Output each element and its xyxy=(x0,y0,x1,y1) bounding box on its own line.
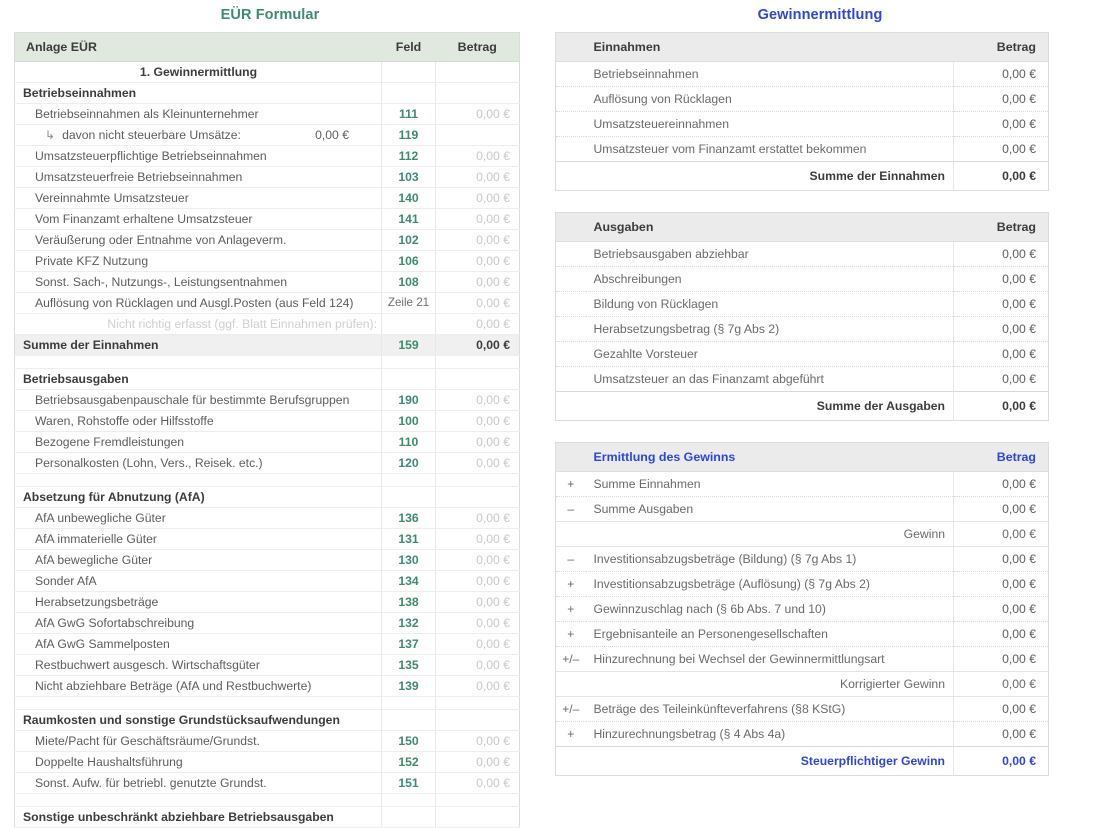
eur-header-label: Anlage EÜR xyxy=(15,33,382,62)
eur-spacer-feld xyxy=(382,474,436,487)
eur-row-label: Betriebsausgabenpauschale für bestimmte Berufsgruppen xyxy=(15,390,382,411)
eur-row-label: Summe der Einnahmen xyxy=(15,335,382,356)
profit-table-body xyxy=(556,242,1049,421)
profit-row-sign xyxy=(556,317,586,342)
profit-row-sign xyxy=(556,242,586,267)
eur-header-betrag: Betrag xyxy=(436,33,520,62)
eur-row-betrag: 0,00 € xyxy=(436,272,520,293)
eur-row-feld: 136 xyxy=(382,508,436,529)
eur-row-label: Vereinnahmte Umsatzsteuer xyxy=(15,188,382,209)
eur-row-item[interactable] xyxy=(15,529,520,550)
eur-row-betrag xyxy=(436,83,520,104)
eur-row-feld: 120 xyxy=(382,453,436,474)
eur-row-label: Sonder AfA xyxy=(15,571,382,592)
profit-row-total xyxy=(556,747,1049,776)
eur-row-feld: 190 xyxy=(382,390,436,411)
profit-header-row xyxy=(556,33,1049,62)
eur-row-betrag: 0,00 € xyxy=(436,390,520,411)
eur-row-item[interactable] xyxy=(15,411,520,432)
profit-row-label: Investitionsabzugsbeträge (Auflösung) (§ 7g Abs 2) xyxy=(586,572,954,597)
eur-spacer-betrag xyxy=(436,356,520,369)
profit-header-row xyxy=(556,213,1049,242)
profit-row[interactable] xyxy=(556,112,1049,137)
eur-row-label: Personalkosten (Lohn, Vers., Reisek. etc.) xyxy=(15,453,382,474)
eur-row-item[interactable] xyxy=(15,634,520,655)
profit-table-header-gewinn xyxy=(556,443,1049,472)
profit-row-amount: 0,00 € xyxy=(954,112,1049,137)
profit-row-label: Umsatzsteuer vom Finanzamt erstattet bekommen xyxy=(586,137,954,162)
profit-table-einnahmen xyxy=(555,32,1049,191)
eur-row-feld: 108 xyxy=(382,272,436,293)
profit-row-sign xyxy=(556,292,586,317)
profit-row-amount: 0,00 € xyxy=(954,697,1049,722)
profit-row-label: Steuerpflichtiger Gewinn xyxy=(586,747,954,776)
eur-row-betrag: 0,00 € xyxy=(436,508,520,529)
eur-row-feld xyxy=(382,487,436,508)
profit-table-spacer xyxy=(540,421,1100,442)
profit-row[interactable] xyxy=(556,722,1049,747)
profit-header-label: Einnahmen xyxy=(586,33,954,62)
profit-row-sign xyxy=(556,392,586,421)
eur-row-item[interactable] xyxy=(15,676,520,697)
eur-spacer-row xyxy=(15,697,520,710)
eur-row-label: Herabsetzungsbeträge xyxy=(15,592,382,613)
eur-row-label: Miete/Pacht für Geschäftsräume/Grundst. xyxy=(15,731,382,752)
eur-row-label: AfA bewegliche Güter xyxy=(15,550,382,571)
profit-header-amount: Betrag xyxy=(954,213,1049,242)
profit-row-sign: + xyxy=(556,597,586,622)
eur-sub-row-value: 0,00 € xyxy=(315,128,349,142)
profit-row-total xyxy=(556,162,1049,191)
eur-row-item[interactable] xyxy=(15,508,520,529)
eur-row-feld: 131 xyxy=(382,529,436,550)
eur-row-feld: 111 xyxy=(382,104,436,125)
profit-row-label: Investitionsabzugsbeträge (Bildung) (§ 7g Abs 1) xyxy=(586,547,954,572)
eur-row-item[interactable] xyxy=(15,592,520,613)
eur-row-item[interactable] xyxy=(15,613,520,634)
eur-spacer-cell xyxy=(15,697,382,710)
profit-row-sign xyxy=(556,342,586,367)
profit-calculation-pane xyxy=(540,0,1100,776)
profit-row-total xyxy=(556,392,1049,421)
profit-row-label: Herabsetzungsbetrag (§ 7g Abs 2) xyxy=(586,317,954,342)
profit-row-sign xyxy=(556,137,586,162)
profit-row-sign xyxy=(556,747,586,776)
profit-row-sign: – xyxy=(556,547,586,572)
eur-row-item[interactable] xyxy=(15,167,520,188)
eur-row-item[interactable] xyxy=(15,390,520,411)
eur-row-betrag: 0,00 € xyxy=(436,146,520,167)
eur-row-feld: 141 xyxy=(382,209,436,230)
eur-spacer-betrag xyxy=(436,794,520,807)
eur-row-label: AfA unbewegliche Güter xyxy=(15,508,382,529)
eur-table-header xyxy=(15,33,520,62)
profit-row-amount: 0,00 € xyxy=(954,162,1049,191)
eur-row-note xyxy=(15,314,520,335)
profit-row-amount: 0,00 € xyxy=(954,672,1049,697)
eur-row-center xyxy=(15,62,520,83)
eur-row-item[interactable] xyxy=(15,453,520,474)
profit-tables-container xyxy=(540,32,1100,776)
eur-row-label: AfA immaterielle Güter xyxy=(15,529,382,550)
profit-row-amount: 0,00 € xyxy=(954,242,1049,267)
profit-header-amount: Betrag xyxy=(954,33,1049,62)
profit-row[interactable] xyxy=(556,292,1049,317)
profit-header-amount: Betrag xyxy=(954,443,1049,472)
profit-row[interactable] xyxy=(556,497,1049,522)
eur-row-label: Auflösung von Rücklagen und Ausgl.Posten (aus Feld 124) xyxy=(15,293,382,314)
profit-row-label: Umsatzsteuer an das Finanzamt abgeführt xyxy=(586,367,954,392)
eur-row-betrag: 0,00 € xyxy=(436,655,520,676)
profit-row-label: Hinzurechnungsbetrag (§ 4 Abs 4a) xyxy=(586,722,954,747)
profit-row-amount: 0,00 € xyxy=(954,267,1049,292)
profit-row[interactable] xyxy=(556,647,1049,672)
profit-row-amount: 0,00 € xyxy=(954,317,1049,342)
profit-row-label: Betriebsausgaben abziehbar xyxy=(586,242,954,267)
eur-row-feld: 130 xyxy=(382,550,436,571)
profit-row-label: Gewinnzuschlag nach (§ 6b Abs. 7 und 10) xyxy=(586,597,954,622)
eur-row-sum xyxy=(15,335,520,356)
profit-row[interactable] xyxy=(556,572,1049,597)
eur-row-item[interactable] xyxy=(15,293,520,314)
profit-table-gewinn xyxy=(555,442,1049,776)
profit-row-sign: – xyxy=(556,497,586,522)
profit-row-amount: 0,00 € xyxy=(954,137,1049,162)
eur-spacer-cell xyxy=(15,356,382,369)
eur-row-label: Raumkosten und sonstige Grundstücksaufwendungen xyxy=(15,710,382,731)
profit-row[interactable] xyxy=(556,317,1049,342)
profit-row-label: Bildung von Rücklagen xyxy=(586,292,954,317)
profit-row-subtotal xyxy=(556,522,1049,547)
eur-row-feld: 100 xyxy=(382,411,436,432)
eur-row-label: AfA GwG Sammelposten xyxy=(15,634,382,655)
profit-table-header-ausgaben xyxy=(556,213,1049,242)
eur-row-label: Doppelte Haushaltsführung xyxy=(15,752,382,773)
eur-spacer-row xyxy=(15,794,520,807)
profit-row[interactable] xyxy=(556,367,1049,392)
eur-row-betrag: 0,00 € xyxy=(436,209,520,230)
profit-row-sign xyxy=(556,87,586,112)
eur-row-label: Veräußerung oder Entnahme von Anlageverm. xyxy=(15,230,382,251)
profit-row-amount: 0,00 € xyxy=(954,497,1049,522)
eur-row-feld: 103 xyxy=(382,167,436,188)
eur-row-betrag: 0,00 € xyxy=(436,731,520,752)
profit-row-sign xyxy=(556,112,586,137)
profit-row-label: Summe Einnahmen xyxy=(586,472,954,497)
eur-sub-row-wrapper xyxy=(45,128,371,142)
profit-row[interactable] xyxy=(556,87,1049,112)
profit-row-amount: 0,00 € xyxy=(954,472,1049,497)
profit-row-sign xyxy=(556,267,586,292)
eur-header-row xyxy=(15,33,520,62)
profit-row[interactable] xyxy=(556,597,1049,622)
eur-row-label: 1. Gewinnermittlung xyxy=(15,62,382,83)
eur-row-feld: 138 xyxy=(382,592,436,613)
eur-row-item[interactable] xyxy=(15,752,520,773)
profit-row-amount: 0,00 € xyxy=(954,747,1049,776)
eur-row-betrag: 0,00 € xyxy=(436,752,520,773)
eur-row-section xyxy=(15,83,520,104)
profit-row-label: Beträge des Teileinkünfteverfahrens (§8 KStG) xyxy=(586,697,954,722)
profit-row-sign: + xyxy=(556,722,586,747)
eur-row-feld: 151 xyxy=(382,773,436,794)
eur-row-item[interactable] xyxy=(15,104,520,125)
eur-row-item[interactable] xyxy=(15,251,520,272)
eur-sub-row-text: davon nicht steuerbare Umsätze: xyxy=(62,128,241,142)
eur-row-item[interactable] xyxy=(15,188,520,209)
profit-table-spacer xyxy=(540,191,1100,212)
eur-row-betrag: 0,00 € xyxy=(436,592,520,613)
eur-row-feld xyxy=(382,83,436,104)
profit-row-sign xyxy=(556,522,586,547)
eur-row-betrag xyxy=(436,125,520,146)
profit-row-amount: 0,00 € xyxy=(954,597,1049,622)
profit-row-label: Gezahlte Vorsteuer xyxy=(586,342,954,367)
profit-row-amount: 0,00 € xyxy=(954,342,1049,367)
eur-row-feld: 134 xyxy=(382,571,436,592)
eur-row-betrag xyxy=(436,807,520,828)
eur-row-betrag: 0,00 € xyxy=(436,104,520,125)
profit-row-subtotal xyxy=(556,672,1049,697)
eur-row-feld: Zeile 21 xyxy=(382,293,436,314)
eur-row-label: Private KFZ Nutzung xyxy=(15,251,382,272)
eur-row-betrag: 0,00 € xyxy=(436,571,520,592)
profit-header-row xyxy=(556,443,1049,472)
eur-row-feld xyxy=(382,62,436,83)
eur-row-betrag: 0,00 € xyxy=(436,613,520,634)
eur-row-feld xyxy=(382,369,436,390)
profit-header-sign-spacer xyxy=(556,443,586,472)
profit-row-label: Summe Ausgaben xyxy=(586,497,954,522)
profit-row-amount: 0,00 € xyxy=(954,647,1049,672)
profit-table-body xyxy=(556,472,1049,776)
profit-row-label: Betriebseinnahmen xyxy=(586,62,954,87)
eur-row-item[interactable] xyxy=(15,432,520,453)
profit-row[interactable] xyxy=(556,62,1049,87)
eur-row-betrag: 0,00 € xyxy=(436,293,520,314)
eur-row-sub[interactable] xyxy=(15,125,520,146)
eur-row-label: Nicht abziehbare Beträge (AfA und Restbuchwerte) xyxy=(15,676,382,697)
eur-row-betrag: 0,00 € xyxy=(436,634,520,655)
profit-row[interactable] xyxy=(556,472,1049,497)
eur-row-label xyxy=(15,125,382,146)
eur-row-section xyxy=(15,807,520,828)
profit-row-sign: +/– xyxy=(556,647,586,672)
eur-header-feld: Feld xyxy=(382,33,436,62)
eur-row-feld: 152 xyxy=(382,752,436,773)
eur-row-label: Umsatzsteuerfreie Betriebseinnahmen xyxy=(15,167,382,188)
eur-row-label: Betriebseinnahmen xyxy=(15,83,382,104)
eur-row-feld: 112 xyxy=(382,146,436,167)
eur-row-section xyxy=(15,369,520,390)
profit-row-amount: 0,00 € xyxy=(954,367,1049,392)
profit-header-sign-spacer xyxy=(556,33,586,62)
profit-row-amount: 0,00 € xyxy=(954,622,1049,647)
eur-row-betrag xyxy=(436,369,520,390)
eur-row-item[interactable] xyxy=(15,655,520,676)
profit-header-label: Ermittlung des Gewinns xyxy=(586,443,954,472)
profit-row[interactable] xyxy=(556,137,1049,162)
profit-row-label: Korrigierter Gewinn xyxy=(586,672,954,697)
profit-calculation-title: Gewinnermittlung xyxy=(757,7,883,23)
profit-row-label: Auflösung von Rücklagen xyxy=(586,87,954,112)
profit-header-label: Ausgaben xyxy=(586,213,954,242)
eur-row-betrag: 0,00 € xyxy=(436,432,520,453)
profit-row-sign: +/– xyxy=(556,697,586,722)
eur-spacer-row xyxy=(15,356,520,369)
profit-row-amount: 0,00 € xyxy=(954,292,1049,317)
eur-spacer-feld xyxy=(382,697,436,710)
eur-row-betrag: 0,00 € xyxy=(436,529,520,550)
eur-row-betrag: 0,00 € xyxy=(436,411,520,432)
eur-spacer-betrag xyxy=(436,697,520,710)
profit-row-label: Summe der Einnahmen xyxy=(586,162,954,191)
eur-row-betrag: 0,00 € xyxy=(436,335,520,356)
eur-row-betrag: 0,00 € xyxy=(436,167,520,188)
eur-spacer-betrag xyxy=(436,474,520,487)
eur-row-label: Waren, Rohstoffe oder Hilfsstoffe xyxy=(15,411,382,432)
profit-row-amount: 0,00 € xyxy=(954,572,1049,597)
eur-row-feld: 137 xyxy=(382,634,436,655)
eur-row-betrag: 0,00 € xyxy=(436,230,520,251)
eur-row-item[interactable] xyxy=(15,272,520,293)
profit-row-amount: 0,00 € xyxy=(954,547,1049,572)
eur-row-feld xyxy=(382,314,436,335)
eur-row-label: Betriebseinnahmen als Kleinunternehmer xyxy=(15,104,382,125)
eur-form-table xyxy=(14,32,520,828)
eur-row-feld: 110 xyxy=(382,432,436,453)
arrow-right-down-icon: ↳ xyxy=(45,128,56,142)
profit-row-amount: 0,00 € xyxy=(954,722,1049,747)
profit-row-label: Abschreibungen xyxy=(586,267,954,292)
eur-row-betrag: 0,00 € xyxy=(436,550,520,571)
eur-row-label: Bezogene Fremdleistungen xyxy=(15,432,382,453)
eur-row-label: Sonstige unbeschränkt abziehbare Betriebsausgaben xyxy=(15,807,382,828)
profit-row-sign xyxy=(556,367,586,392)
eur-spacer-row xyxy=(15,474,520,487)
eur-row-betrag xyxy=(436,62,520,83)
eur-row-betrag: 0,00 € xyxy=(436,453,520,474)
profit-row-amount: 0,00 € xyxy=(954,87,1049,112)
eur-form-title: EÜR Formular xyxy=(220,7,320,23)
eur-row-item[interactable] xyxy=(15,209,520,230)
eur-row-item[interactable] xyxy=(15,571,520,592)
eur-table-body xyxy=(15,62,520,828)
eur-row-label: Vom Finanzamt erhaltene Umsatzsteuer xyxy=(15,209,382,230)
eur-row-label: Sonst. Aufw. für betriebl. genutzte Grundst. xyxy=(15,773,382,794)
profit-table-body xyxy=(556,62,1049,191)
profit-row-amount: 0,00 € xyxy=(954,522,1049,547)
profit-row-sign xyxy=(556,162,586,191)
profit-row-amount: 0,00 € xyxy=(954,392,1049,421)
eur-row-betrag xyxy=(436,487,520,508)
profit-table-header-einnahmen xyxy=(556,33,1049,62)
eur-row-section xyxy=(15,487,520,508)
eur-row-label: AfA GwG Sofortabschreibung xyxy=(15,613,382,634)
profit-row[interactable] xyxy=(556,622,1049,647)
eur-row-feld xyxy=(382,807,436,828)
profit-row-sign xyxy=(556,62,586,87)
profit-row-label: Summe der Ausgaben xyxy=(586,392,954,421)
eur-row-betrag: 0,00 € xyxy=(436,773,520,794)
eur-row-item[interactable] xyxy=(15,230,520,251)
profit-header-sign-spacer xyxy=(556,213,586,242)
eur-row-item[interactable] xyxy=(15,731,520,752)
profit-row[interactable] xyxy=(556,342,1049,367)
eur-row-feld: 140 xyxy=(382,188,436,209)
profit-row-label: Ergebnisanteile an Personengesellschaften xyxy=(586,622,954,647)
eur-row-item[interactable] xyxy=(15,550,520,571)
profit-row[interactable] xyxy=(556,697,1049,722)
eur-row-label: Restbuchwert ausgesch. Wirtschaftsgüter xyxy=(15,655,382,676)
eur-form-pane xyxy=(0,0,540,828)
eur-row-betrag xyxy=(436,710,520,731)
eur-row-feld: 159 xyxy=(382,335,436,356)
profit-row[interactable] xyxy=(556,547,1049,572)
profit-row-amount: 0,00 € xyxy=(954,62,1049,87)
profit-row-label: Hinzurechnung bei Wechsel der Gewinnermittlungsart xyxy=(586,647,954,672)
eur-row-feld xyxy=(382,710,436,731)
eur-row-section xyxy=(15,710,520,731)
profit-row-label: Umsatzsteuereinnahmen xyxy=(586,112,954,137)
eur-spacer-feld xyxy=(382,794,436,807)
profit-row-sign xyxy=(556,672,586,697)
eur-row-feld: 106 xyxy=(382,251,436,272)
eur-spacer-cell xyxy=(15,474,382,487)
eur-row-label: Umsatzsteuerpflichtige Betriebseinnahmen xyxy=(15,146,382,167)
eur-row-betrag: 0,00 € xyxy=(436,676,520,697)
eur-row-feld: 135 xyxy=(382,655,436,676)
eur-row-feld: 150 xyxy=(382,731,436,752)
eur-row-betrag: 0,00 € xyxy=(436,188,520,209)
eur-row-label: Nicht richtig erfasst (ggf. Blatt Einnahmen prüfen): xyxy=(15,314,382,335)
eur-spacer-cell xyxy=(15,794,382,807)
eur-row-feld: 132 xyxy=(382,613,436,634)
eur-row-label: Betriebsausgaben xyxy=(15,369,382,390)
eur-row-item[interactable] xyxy=(15,773,520,794)
profit-row-sign: + xyxy=(556,572,586,597)
eur-row-item[interactable] xyxy=(15,146,520,167)
eur-row-betrag: 0,00 € xyxy=(436,251,520,272)
profit-row-label: Gewinn xyxy=(586,522,954,547)
profit-row-sign: + xyxy=(556,472,586,497)
profit-row[interactable] xyxy=(556,242,1049,267)
eur-row-label: Sonst. Sach-, Nutzungs-, Leistungsentnahmen xyxy=(15,272,382,293)
profit-table-ausgaben xyxy=(555,212,1049,421)
eur-row-feld: 119 xyxy=(382,125,436,146)
profit-row-sign: + xyxy=(556,622,586,647)
eur-spacer-feld xyxy=(382,356,436,369)
eur-row-label: Absetzung für Abnutzung (AfA) xyxy=(15,487,382,508)
profit-row[interactable] xyxy=(556,267,1049,292)
eur-row-betrag: 0,00 € xyxy=(436,314,520,335)
eur-row-feld: 139 xyxy=(382,676,436,697)
eur-row-feld: 102 xyxy=(382,230,436,251)
